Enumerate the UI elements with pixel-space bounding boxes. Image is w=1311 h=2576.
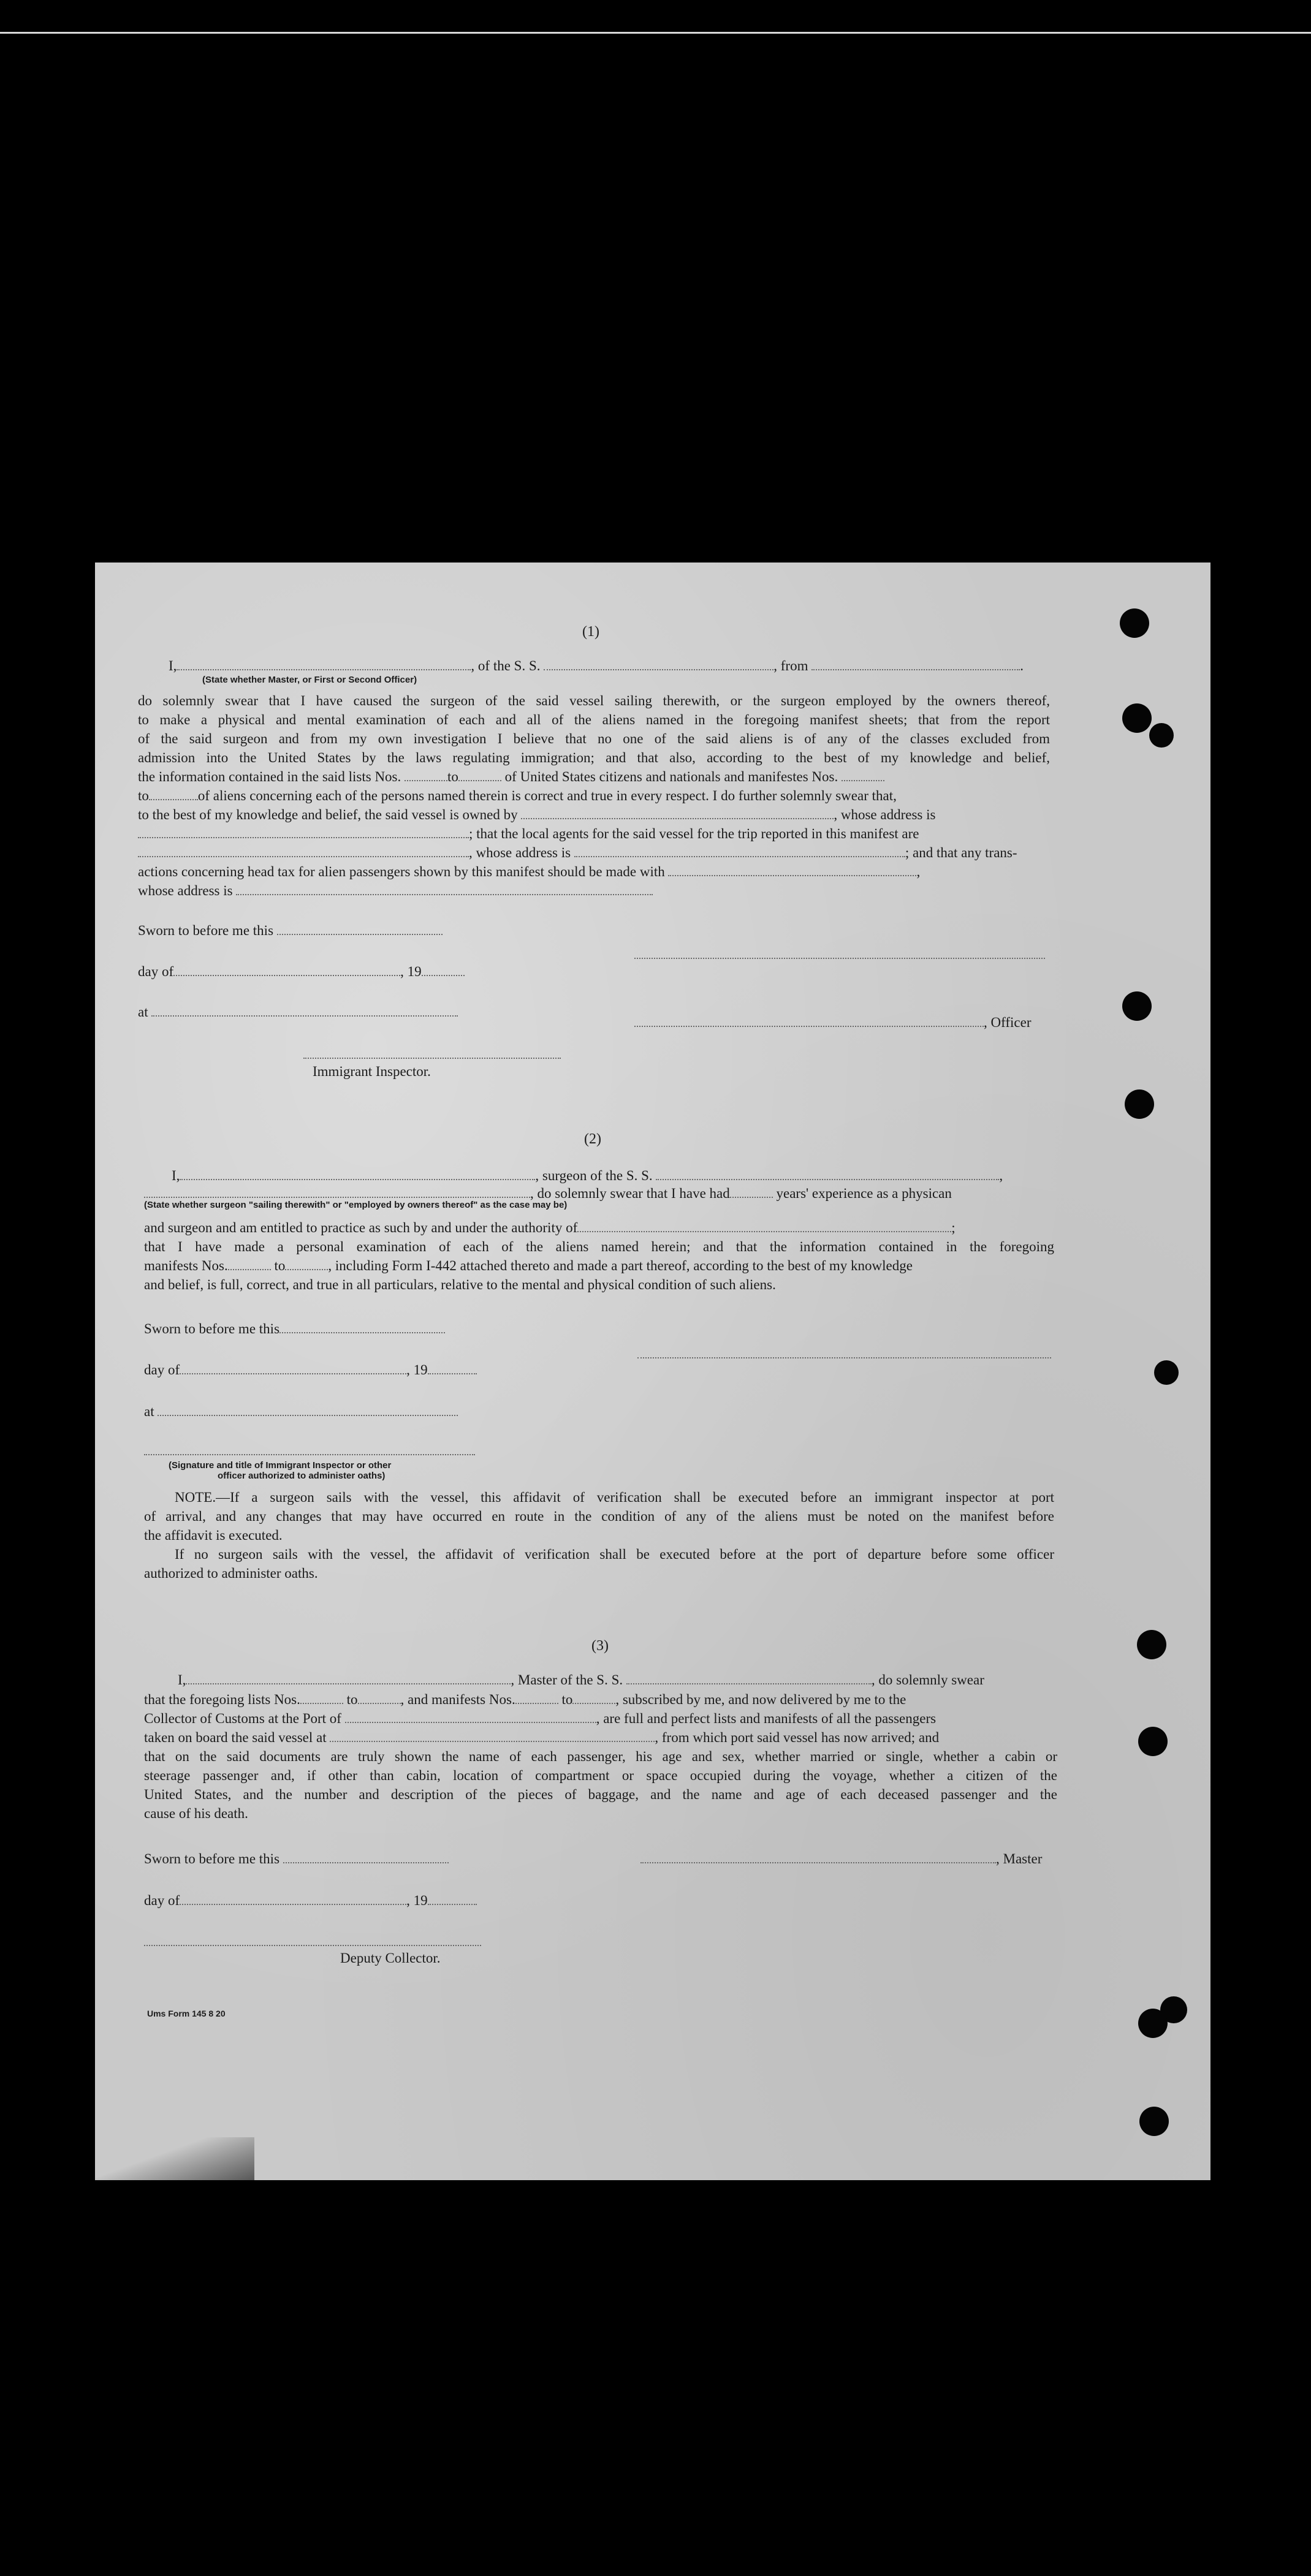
punch-hole [1138,2009,1168,2038]
section-2-sworn: Sworn to before me this [144,1319,445,1338]
section-1-sworn: Sworn to before me this [138,921,443,940]
form-number: Ums Form 145 8 20 [147,2009,226,2018]
section-2-number: (2) [584,1131,601,1147]
section-3-collector-line [144,1945,481,1946]
section-1-number: (1) [582,624,599,640]
section-3-day-of: day of , 19 [144,1891,477,1910]
section-2-inspector-line [144,1454,475,1455]
page-shadow [95,2137,254,2180]
punch-hole [1122,703,1152,733]
punch-hole [1125,1089,1154,1119]
section-2-note: NOTE.—If a surgeon sails with the vessel, this affidavit of verification shall be executed before an immigrant inspector at port of arrival, and any changes that may have occurred en route in the condition of any of the aliens must be noted on the manifest before the affidavit is executed. If no surgeon sails with the vessel, the affidavit of verification shall be executed before at the port of departure before some officer authorized to administer oaths. [144,1490,1054,1581]
section-1-body: do solemnly swear that I have caused the surgeon of the said vessel sailing therewith, or the surgeon employed by the owners thereof, to make a physical and mental examination of each and all of the aliens named in the foregoing manifest sheets; that from the report of the said surgeon and from my own investigation I believe that no one of the said aliens is of any of the classes excluded from admission into the United States by the laws regulating immigration; and that also, according to the best of my knowledge and belief, the information contained in the said lists Nos. to of United States citizens and nationals and manifestes Nos. to of aliens concerning each of the persons named therein is correct and true in every respect. I do further solemnly swear that, to the best of my knowledge and belief, the said vessel is owned by , whose address is ; that the local agents for the said vessel for the trip reported in this manifest are , whose address is ; and that any trans- actions concerning head tax for alien passengers shown by this manifest should be made with , whose address is [138,693,1050,898]
punch-hole [1120,608,1149,638]
section-3-body: that the foregoing lists Nos. to , and manifests Nos. to , subscribed by me, and now delivered by me to the Collector of Customs at the Port of , are full and perfect lists and manifests of all the passengers taken on board the said vessel at , from which port said vessel has now arrived; and that on the said documents are truly shown the name of each passenger, his age and sex, whether married or single, whether a cabin or steerage passenger and, if other than cabin, location of compartment or space occupied during the voyage, whether a citizen of the United States, and the number and description of the pieces of baggage, and the name and age of each deceased passenger and the cause of his death. [144,1692,1057,1821]
section-1-inspector-title: Immigrant Inspector. [313,1064,431,1079]
section-2-line-1: I, , surgeon of the S. S. , [172,1168,1003,1183]
section-2-day-of: day of , 19 [144,1360,477,1379]
section-2-swear: , do solemnly swear that I have had years' experience as a physican [144,1184,952,1203]
section-2-body: and surgeon and am entitled to practice as such by and under the authority of ; that I have made a personal examination of each of the aliens named herein; and that the information contained in the foregoing manifests Nos. to , including Form I-442 attached thereto and made a part thereof, according to the best of my knowledge and belief, is full, correct, and true in all particulars, relative to the mental and physical condition of such aliens. [144,1220,1054,1292]
punch-hole [1137,1630,1166,1659]
manifest-affidavit-page [95,563,1210,2180]
section-2-signature-line [637,1357,1051,1358]
section-1-at: at [138,1002,458,1021]
punch-hole [1149,723,1174,748]
section-3-number: (3) [591,1638,609,1654]
section-1-day-of: day of , 19 [138,962,465,981]
section-3-master: , Master [640,1849,1042,1868]
section-1-signature-line [634,958,1045,959]
section-1-inspector-line [303,1058,561,1059]
punch-hole [1138,1727,1168,1756]
section-1-officer: , Officer [634,1013,1031,1032]
section-2-at: at [144,1402,458,1421]
section-3-deputy: Deputy Collector. [340,1950,441,1966]
section-1-line-1: I, , of the S. S. , from . [169,658,1024,673]
section-2-sig-note-1: (Signature and title of Immigrant Inspector or other [169,1460,392,1471]
punch-hole [1139,2107,1169,2136]
punch-hole [1154,1360,1179,1385]
punch-hole [1122,991,1152,1021]
section-2-state-note: (State whether surgeon "sailing therewith" or "employed by owners thereof" as the case may be) [144,1200,568,1210]
section-1-state-note: (State whether Master, or First or Second Officer) [202,675,417,685]
section-3-sworn: Sworn to before me this [144,1849,449,1868]
section-3-line-1: I, , Master of the S. S. , do solemnly swear [178,1672,984,1688]
section-2-sig-note-2: officer authorized to administer oaths) [218,1471,386,1481]
scan-border-line [0,32,1311,34]
